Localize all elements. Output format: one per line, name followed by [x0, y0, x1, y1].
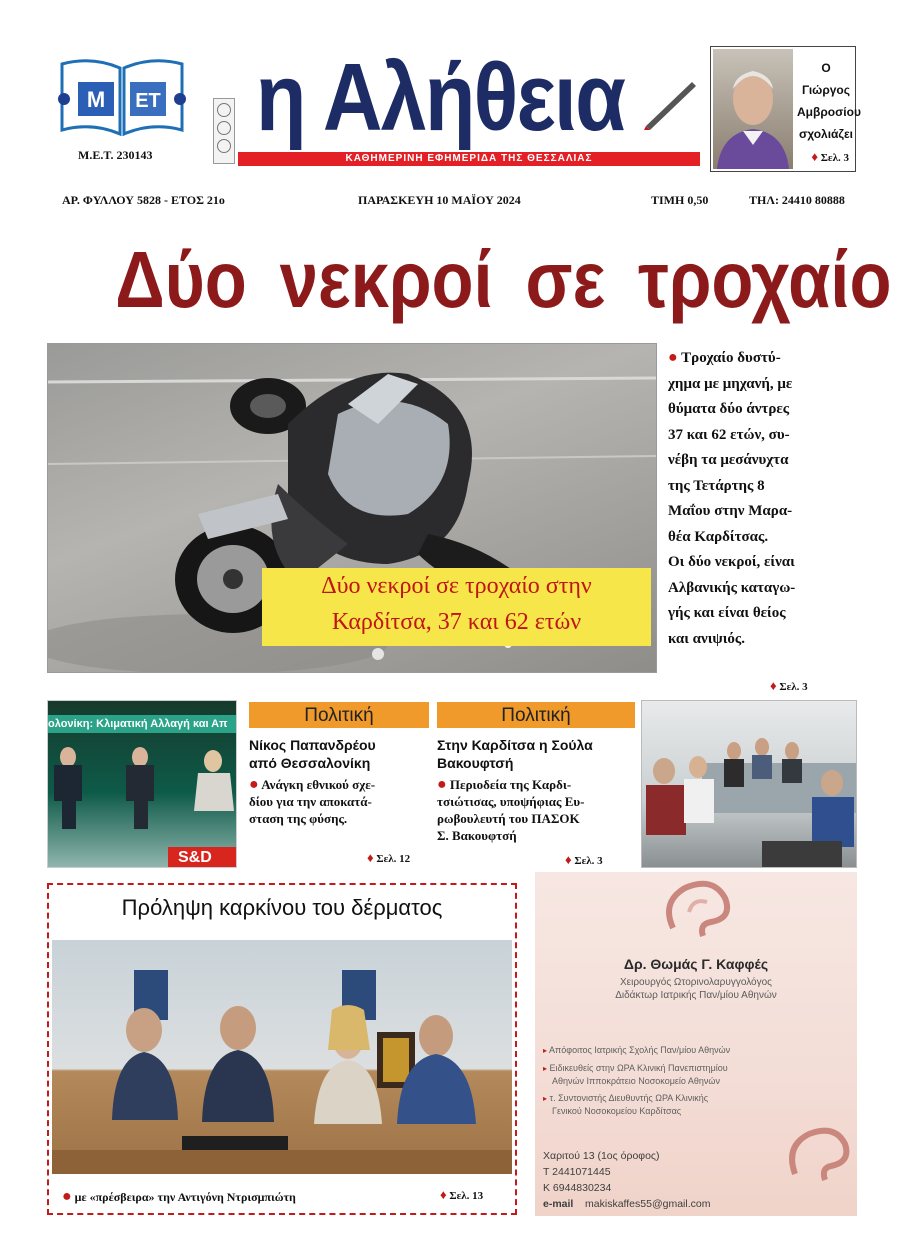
- skin-cancer-photo[interactable]: [52, 940, 512, 1174]
- phone-number: ΤΗΛ: 24410 80888: [749, 193, 845, 207]
- story-vakouftsi[interactable]: [437, 702, 635, 844]
- pen-icon: [640, 72, 700, 132]
- bullet-icon: ●: [668, 349, 678, 366]
- newspaper-title: η Αλήθεια: [256, 44, 625, 151]
- ear-logo-icon: [785, 1122, 853, 1186]
- skin-cancer-caption: ● με «πρέσβειρα» την Αντιγόνη Ντρισμπιώτη: [62, 1188, 296, 1205]
- story-papandreou[interactable]: [249, 702, 429, 827]
- issue-date: ΠΑΡΑΣΚΕΥΗ 10 ΜΑΪΟΥ 2024: [358, 193, 521, 207]
- columnist-box[interactable]: [710, 46, 861, 172]
- diamond-icon: ♦: [565, 852, 572, 867]
- doctor-contact: [543, 1149, 783, 1211]
- arrow-icon: ▸: [543, 1094, 548, 1103]
- main-headline[interactable]: Δύο νεκροί σε τροχαίο: [115, 235, 892, 324]
- met-logo: [58, 58, 186, 136]
- newspaper-subtitle: ΚΑΘΗΜΕΡΙΝΗ ΕΦΗΜΕΡΙΔΑ ΤΗΣ ΘΕΣΣΑΛΙΑΣ: [238, 152, 700, 166]
- story-vakouftsi-text: ● Περιοδεία της Καρδι- τσιώτισας, υποψήφιας Ευ- ρωβουλευτή του ΠΑΣΟΚ Σ. Βακουφτσή: [437, 776, 585, 843]
- main-photo-caption: Δύο νεκροί σε τροχαίο στην Καρδίτσα, 37 και 62 ετών: [262, 568, 651, 646]
- met-code: Μ.Ε.Τ. 230143: [78, 148, 153, 162]
- papandreou-photo[interactable]: [47, 700, 237, 868]
- eu-funding-badge: [213, 98, 235, 164]
- sd-logo: S&D: [178, 849, 212, 866]
- main-story-lead: ● Τροχαίο δυστύ- χημα με μηχανή, με θύματα δύο άντρες 37 και 62 ετών, συ- νέβη τα μεσάνυχτα της Τετάρτης 8 Μαΐου στην Μαρα- θέα Καρδίτσας. Οι δύο νεκροί, είναι Αλβανικής καταγω- γής και είναι θείος και ανιψιός.: [668, 349, 796, 647]
- skin-cancer-title[interactable]: Πρόληψη καρκίνου του δέρματος: [121, 895, 443, 920]
- doctor-mobile[interactable]: Κ 6944830234: [543, 1182, 612, 1194]
- doctor-name: Δρ. Θωμάς Γ. Καφφές: [623, 956, 769, 972]
- met-logo-et: ET: [135, 90, 161, 112]
- diamond-icon: ♦: [367, 850, 374, 865]
- met-logo-m: M: [86, 87, 106, 112]
- doctor-address: Χαριτού 13 (1ος όροφος): [543, 1150, 660, 1162]
- story-papandreou-headline: Νίκος Παπανδρέου από Θεσσαλονίκη: [249, 737, 376, 771]
- bullet-icon: ●: [437, 776, 447, 793]
- columnist-label: Ο Γιώργος Αμβροσίου σχολιάζει: [797, 61, 861, 141]
- diamond-icon: ♦: [440, 1187, 447, 1202]
- skin-cancer-page-ref[interactable]: ♦ Σελ. 13: [440, 1187, 484, 1202]
- doctor-phone[interactable]: Τ 2441071445: [543, 1166, 611, 1178]
- story-vakouftsi-page-ref[interactable]: ♦ Σελ. 3: [565, 852, 603, 867]
- diamond-icon: ♦: [811, 149, 818, 164]
- columnist-photo: [713, 49, 793, 169]
- diamond-icon: ♦: [770, 678, 777, 693]
- columnist-page-ref: ♦ Σελ. 3: [811, 149, 849, 164]
- story-vakouftsi-headline: Στην Καρδίτσα η Σούλα Βακουφτσή: [437, 737, 593, 771]
- section-label-politics: Πολιτική: [437, 702, 635, 728]
- doctor-credentials: ▸ Απόφοιτος Ιατρικής Σχολής Παν/μίου Αθηνών ▸ Ειδικευθείς στην ΩΡΑ Κλινική Πανεπιστημίου Αθηνών Ιπποκράτειο Νοσοκομείο Αθηνών ▸ τ. Συντονιστής Διευθυντής ΩΡΑ Κλινικής Γενικού Νοσοκομείου Καρδίτσας: [543, 1045, 731, 1116]
- section-label-politics: Πολιτική: [249, 702, 429, 728]
- arrow-icon: ▸: [543, 1046, 548, 1055]
- vakouftsi-meeting-photo[interactable]: [641, 700, 857, 868]
- main-story-page-ref[interactable]: ♦ Σελ. 3: [770, 678, 808, 693]
- issue-number: ΑΡ. ΦΥΛΛΟΥ 5828 - ΕΤΟΣ 21ο: [62, 193, 225, 207]
- ear-logo-icon: [659, 878, 733, 942]
- arrow-icon: ▸: [543, 1064, 548, 1073]
- doctor-advertisement[interactable]: [535, 872, 857, 1216]
- doctor-email[interactable]: e-mail makiskaffes55@gmail.com: [543, 1198, 711, 1210]
- story-papandreou-page-ref[interactable]: ♦ Σελ. 12: [367, 850, 411, 865]
- issue-price: ΤΙΜΗ 0,50: [651, 193, 709, 207]
- doctor-title: Χειρουργός Ωτορινολαρυγγολόγος Διδάκτωρ Ιατρικής Παν/μίου Αθηνών: [615, 977, 777, 1001]
- thumb1-banner: ολονίκη: Κλιματική Αλλαγή και Απ: [48, 715, 237, 733]
- bullet-icon: ●: [249, 776, 259, 793]
- story-papandreou-text: ● Ανάγκη εθνικού σχε- δίου για την αποκατά- σταση της φύσης.: [249, 776, 376, 826]
- bullet-icon: ●: [62, 1188, 72, 1205]
